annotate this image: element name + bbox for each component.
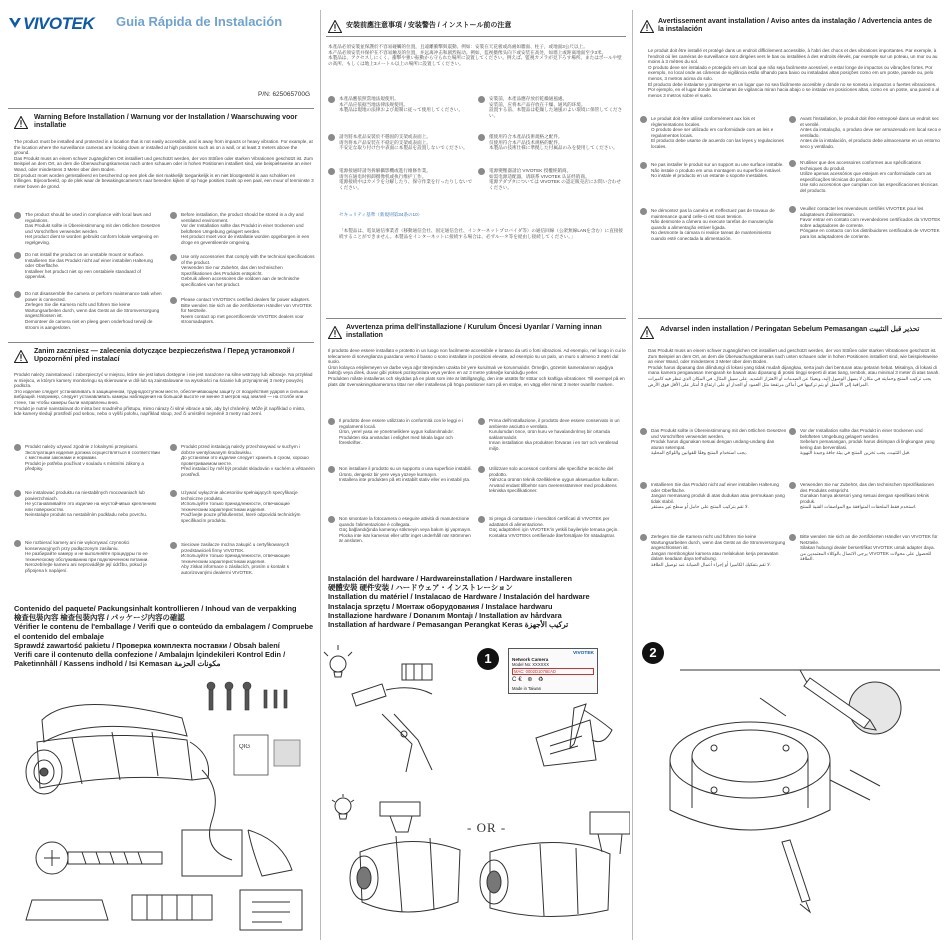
bullet-text: 電源接通時請勿拆解攝影機或進行維修作業。 请勿在通电时拆卸摄像机或执行维护工作。 電源接続中はカメラを分解したり、保守作業を行ったりしないでください。 <box>339 168 473 190</box>
bullet-text: Non smontare la fotocamera o eseguire attività di manutenzione quando l'alimentazione è collegata. Güç bağlandığında kamerayı sökmeyin veya bakım işi yapmayın. Plocka inte isär kameran eller utför inget underhåll när strömmen är ansluten. <box>339 516 472 544</box>
package-contents-illustration <box>12 680 316 945</box>
bullet-dot <box>328 418 335 425</box>
divider <box>638 318 942 319</box>
bullet-text: Sieciowe zasilacze można zakupić u certyfikowanych przedstawicieli firmy VIVOTEK. Используйте только принадлежности, отвечающие техническим характеристикам изделия. Aby získat informace o zásilacích, prosím o kontakt s autorizovanými dealermi VIVOTEK. <box>181 542 290 575</box>
bullet-dot <box>170 444 177 451</box>
bullet-dot <box>14 444 21 451</box>
bullet-text: 電源變壓器請洽 VIVOTEK 授權經銷商。 如需电源适配器，请联系 VIVOTEK 认证经销商。 電源アダプタについては VIVOTEK の認定販売店にお問い合わせください。 <box>489 168 621 190</box>
bullet-dot <box>328 516 335 523</box>
bullet-dot <box>640 162 647 169</box>
bullet-text: The product should be used in compliance with local laws and regulations. Das Produkt sollte in Übereinstimmung mit den örtlichen Gesetzen und Vorschriften verwendet werden. Het product dient te worden gebruikt conform lokale wetgeving en regelgeving. <box>25 212 161 245</box>
warning-icon <box>14 350 28 363</box>
step-2-badge: 2 <box>642 642 664 664</box>
logo-text: VIVOTEK <box>23 14 95 33</box>
bullet-text: Do not disassemble the camera or perform maintenance task when power is connected. Zerlegen Sie die Kamera nicht und führen Sie keine Wartungsarbeiten durch, wenn das Gerät an die Stromversorgung angeschlossen ist. Demonteer de camera niet en pleeg geen onderhoud terwijl de stroom is aangesloten. <box>25 291 162 330</box>
bullet-dot <box>478 418 485 425</box>
bullet-dot <box>14 212 21 219</box>
divider <box>8 108 314 109</box>
or-separator: - OR - <box>467 820 507 835</box>
vivotek-mark-icon <box>8 14 22 26</box>
bullet-text: Vor der Installation sollte das Produkt in einer trockenen und belüfteten Umgebung gelagert werden. Sebelum pemasangan, produk harus disimpan di lingkungan yang kering dan berventilasi. قبل التثبيت، يجب تخزين المنتج في بيئة جافة وجيدة التهوية. <box>800 428 935 456</box>
bullet-text: Before installation, the product should be stored in a dry and ventilated environment. Vor der Installation sollte das Produkt in einer trockenen und belüfteten Umgebung gelagert werden. Het product moet voor de installatie worden opgeborgen in een droge en geventileerde omgeving. <box>181 212 310 245</box>
bullet-dot <box>640 482 647 489</box>
camera-label-card <box>508 648 598 694</box>
warning-intro: The product must be installed and protected in a location that is not easily accessible, and is away from impacts or heavy vibration. For example, at the location where the surveillance cameras are looking down or installed at high positions such as on a wall, or at least 3 meters above the ground. Das Produkt muss an einem schwer zugänglichen Ort installiert und geschützt werden, der von Stößen oder starken Vibrationen geschützt ist. Zum Beispiel an dem Ort, an dem die Überwachungskameras nach unten schauen oder in hohen Positionen installiert sind, wie beispielsweise an einer Wand, oder mindestens 3 Meter über dem Boden. Dit product moet worden geïnstalleerd en beschermd op een plek die niet makkelijk toegankelijk is en niet blootgesteld is aan schokken en trillingen. Bijvoorbeeld, op de plek waar de bewakingscamera's naar beneden kijken of op hoge posities zoals op een paal, een muur of tenminste 3 meter boven de grond. <box>14 139 314 189</box>
warning-intro-cjk: 本產品必須安裝並保護於不容易碰觸的位置，且遠離衝擊與震動。例如：安裝在天花板或高處如牆面、柱子，或地面3公尺以上。 本产品必须安装并保护在不容易触及的位置，并远离冲击和剧烈振动。例如，监视摄像头向下或安装在高处，如墙上或距离地面至少3米。 本製品は、アクセスしにくく、衝撃や強い振動から守られた場所に設置してください。例えば、監視カメラが見下ろす場所、またはポールや壁の高所、もしくは地上3メートル以上の場所に設置してください。 <box>328 44 622 66</box>
bullet-dot <box>789 428 796 435</box>
warning-heading-cjk: 安裝前應注意事項 / 安装警告 / インストール前の注意 <box>346 22 512 29</box>
warning-intro-fr: Le produit doit être installé et protégé dans un endroit difficilement accessible, à l'abri des chocs et des vibrations importantes. Par exemple, à l'endroit où les caméras de surveillance sont dirigées vers le bas ou installées à des endroits élevés, par exemple sur un poteau, un mur ou au moins à 3 mètres du sol. O produto deve ser instalado e protegido em um local que não seja facilmente acessível, e estar longe de impactos ou vibrações fortes. Por exemplo, no local onde as câmeras de vigilância estão olhando para baixo ou instaladas altas posições como em um poste, parede ou, pelo menos, 3 metros acima do solo. El producto debe instalarse y protegerse en un lugar que no sea fácilmente accesible y donde no se someta a impactos o fuertes vibraciones. Por ejemplo, en el lugar donde las cámaras de vigilancia miran hacia abajo o se instalan en posiciones altas, como en un poste, una pared o al menos 3 metros sobre el suelo. <box>648 48 940 98</box>
bullet-dot <box>478 134 485 141</box>
bullet-text: Il prodotto deve essere utilizzato in conformità con le leggi e i regolamenti locali. Ürün, yerel yasa ve yönetmeliklere uygun kullanılmalıdır. Produkten ska användas i enlighet med lokala lagar och föreskrifter. <box>339 418 464 446</box>
bullet-dot <box>789 534 796 541</box>
install-heading-line: Installation du matériel / Instalacao de Hardware / Instalación del hardware <box>328 592 590 602</box>
bullet-text: 請勿將本產品安裝於不穩固的支架或表面上。 请勿将本产品安装在不稳定的支架或表面上。 不安定な取り付け台や表面に本製品を設置しないでください。 <box>339 134 468 151</box>
bullet-dot <box>640 534 647 541</box>
bullet-text: Si prega di contattare i rivenditori certificati di VIVOTEK per adattatori di alimentazione. Güç adaptörleri için VIVOTEK'in yetkili bayileriyle temasa geçin. Kontakta VIVOTEKs certifierade återförsäljare för nätadaptrar. <box>489 516 619 538</box>
install-heading-line: 硬體安裝 硬件安装 / ハードウェア・インストレーション <box>328 583 513 593</box>
step-1-badge: 1 <box>477 648 499 670</box>
bullet-dot <box>170 490 177 497</box>
bullet-dot <box>789 482 796 489</box>
bullet-dot <box>170 212 177 219</box>
bullet-dot <box>478 96 485 103</box>
label-model: Model No: XXXXXX <box>512 662 550 668</box>
bullet-text: Le produit doit être utilisé conformément aux lois et règlementations locales. O produto deve ser utilizado em conformidade com as leis e regulamentos locais. El producto debe usarse de acuerdo con las leyes y regulaciones locales. <box>651 116 784 149</box>
warning-heading-pl: Zanim zaczniesz — zalecenia dotyczące bezpieczeństwa / Перед установкой / Upozornění před instalací <box>34 348 295 364</box>
warning-heading-id: Advarsel inden installation / Peringatan Sebelum Pemasangan تحذير قبل التثبيت <box>660 326 920 333</box>
divider <box>326 318 626 319</box>
divider <box>8 342 314 343</box>
install-heading-line: Instalación del hardware / Hardwareinstallation / Hardware installeren <box>328 574 572 583</box>
column-divider <box>632 10 633 940</box>
bullet-dot <box>170 297 177 304</box>
warning-intro-pl: Produkt należy zainstalować i zabezpieczyć w miejscu, które nie jest łatwo dostępne i nie jest narażone na silne wstrząsy lub wibracje. Na przykład w miejscu, w którym kamery monitoringu są skierowane w dół lub są zainstalowane na wysokości na ścianie lub przynajmniej 3 metry powyżej podłoża. Это изделие следует устанавливать в защищенном, труднодоступном месте, обеспечивающем защиту от воздействия ударов и сильных вибраций. Например, следует устанавливать камеры наблюдения на большой высоте не менее 3 метров над землей — на столбе или стене, так чтобы камеры были направлены вниз. Produkt je nutné nainstalovat do místa bez snadného přístupu, mimo nárazy či silné vibrace a tak, aby byl chráněný. Může jít například o místo, kde kamery sledují prostředí pod sebou, nebo o vyšší polohu, například sloup, zeď či umístění nejméně 3 metry nad zemí. <box>14 372 313 417</box>
bullet-text: Verwenden Sie nur Zubehör, das den technischen Spezifikationen des Produkts entspricht. Gunakan hanya aksesori yang sesuai dengan spesifikasi teknis produk. استخدم فقط الملحقات المتوافقة مع المواصفات الفنية للمنتج. <box>800 482 935 510</box>
bullet-text: N'utiliser que des accessoires conformes aux spécifications techniques du produit. Utilize apenas acessórios que estejam em conformidade com as especificações técnicas do produto. Use solo accesorios que cumplan con las especificaciones técnicas del producto. <box>800 160 938 193</box>
bullet-dot <box>14 252 21 259</box>
install-heading-line: Instalacja sprzętu / Монтаж оборудования / Instalace hardwaru <box>328 601 553 611</box>
bullet-text: Avant l'installation, le produit doit être entreposé dans un endroit sec et ventilé. Antes da instalação, o produto deve ser armazenado em local seco e ventilado. Antes de la instalación, el producto debe almacenarse en un entorno seco y ventilado. <box>800 116 941 149</box>
warning-heading: Warning Before Installation / Warnung vor der Installation / Waarschuwing voor installatie <box>34 114 298 130</box>
warning-icon <box>640 326 654 339</box>
label-made: Made in Taiwan <box>512 686 542 691</box>
bullet-dot <box>789 206 796 213</box>
bullet-dot <box>478 516 485 523</box>
pencil-hand-illustration <box>530 700 620 770</box>
warning-icon <box>328 20 342 33</box>
camera-mounts-illustration <box>340 792 630 942</box>
jp-network-notice: 「本製品は、電気通信事業者（移動通信会社、固定通信会社、インターネットプロバイダ等）の通信回線（公衆無線LANを含む）に直接接続することができません。本製品をインターネットに接続する場合は、必ずルータ等を経由し接続してください。」 <box>339 228 624 239</box>
bullet-text: Bitte wenden Sie sich an die zertifizierten Händler von VIVOTEK für Netzteile. Silakan hubungi dealer bersertifikat VIVOTEK untuk adapter daya. يرجى الاتصال بالوكلاء المعتمدين من VIVOTEK للحصول على محولات الطاقة. <box>800 534 938 562</box>
warning-icon <box>640 20 654 33</box>
warning-icon <box>328 326 342 339</box>
label-mac: MAC: 0002D1076EAD <box>512 668 594 675</box>
bullet-dot <box>14 291 21 298</box>
install-heading-line: Installation af hardware / Pemasangan Perangkat Keras تركيب الأجهزة <box>328 619 569 629</box>
bullet-dot <box>328 168 335 175</box>
bullet-text: Das Produkt sollte in Übereinstimmung mit den örtlichen Gesetzen und Vorschriften verwendet werden. Produk harus digunakan sesuai dengan undang-undang dan aturan setempat. يجب استخدام المنتج وفقًا للقوانين واللوائح المحلية. <box>651 428 787 456</box>
warning-intro-it: Il prodotto deve essere installato e protetto in un luogo non facilmente accessibile e lontano da urti o forti vibrazioni. Ad esempio, nel luogo in cui le telecamere di sorveglianza guardano verso il basso o sono installate in posizioni elevate, ad esempio su un palo, un muro o almeno 3 metri dal suolo. Ürün kolayca erişilemeyen ve darbe veya ağır titreşimden uzakta bir yere kurulmalı ve korunmalıdır. Örneğin, gözetim kameralarının aşağıya baktığı veya direk, duvar gibi yüksek pozisyonlara veya yerden en az 3 metre yükseğe kurulduğu yerler. Produkten måste installeras och skyddas på en plats som inte är lättillgänglig, den inte utsätts för stötar och kraftiga vibrationer. Till exempel på en plats där övervakningskamerorna tittar ner eller installeras på höga positioner som på en stolpe, en vägg eller minst 3 meter ovanför marken. <box>328 348 626 387</box>
bullet-dot <box>789 160 796 167</box>
bullet-text: Produkt przed instalacją należy przechowywać w suchym i dobrze wentylowanym środowisku. До установки это изделие следует хранить в сухом, хорошо проветриваемом месте. Před instalací by měl být produkt skladován v suchém a větraném prostředí. <box>181 444 315 477</box>
warning-intro-id: Das Produkt muss an einem schwer zugänglichen Ort installiert und geschützt werden, der von Stößen oder starken Vibrationen geschützt ist. Zum Beispiel an dem Ort, an dem die Überwachungskameras nach unten schauen oder in hohen Positionen installiert sind, wie beispielsweise an einer Wand, oder mindestens 3 Meter über dem Boden. Produk harus dipasang dan dilindungi di lokasi yang tidak mudah dijangkau, serta jauh dari benturan atau getaran hebat. Misalnya, di lokasi di mana kamera pengawasan mengarah ke bawah atau dipasang di posisi tinggi seperti di atas tiang, tembok, atau minimal 3 meter di atas tanah. يجب تركيب المنتج وحمايته في مكان لا يسهل الوصول إليه، وبعيدًا عن الصدمات أو الاهتزاز الشديد. على سبيل المثال، في المكان الذي تنظر فيه كاميرات المراقبة إلى الأسفل أو يتم تركيبها في أماكن مرتفعة مثل العمود أو الجدار أو على ارتفاع 3 أمتار على الأقل فوق الأرض. <box>648 348 940 387</box>
package-heading-line: Contenido del paquete/ Packungsinhalt kontrollieren / Inhoud van de verpakking <box>14 604 297 613</box>
security-standard-link[interactable]: セキュリティ基準（新規則第34条の10） <box>339 212 423 217</box>
install-heading-line: Installazione hardware / Donanım Montajı / Installation av hårdvara <box>328 610 562 620</box>
bullet-dot <box>170 542 177 549</box>
bullet-dot <box>478 466 485 473</box>
bullet-text: Ne démontez pas la caméra et n'effectuez pas de travaux de maintenance quand celle-ci est sous tension. Não desmonte a câmera ou execute tarefas de manutenção quando a alimentação estiver ligada. No desmonte la cámara ni realice tareas de mantenimiento cuando esté conectada la alimentación. <box>651 208 775 241</box>
guide-title: Guia Rápida de Instalación <box>116 14 283 29</box>
bullet-dot <box>14 490 21 497</box>
bullet-text: Utilizzare solo accessori conformi alle specifiche tecniche del prodotto. Yalnızca ürünün teknik özelliklerine uygun aksesuarları kullanın. Använd endast tillbehör som överensstämmer med produktens tekniska specifikationer. <box>489 466 619 494</box>
bullet-text: Nie rozbierać kamery ani nie wykonywać czynności konserwacyjnych przy podłączonym zasilaniu. Не разбирайте камеру и не выполняйте процедуры по ее техническому обслуживанию при подключенном питании. Nerozebírejte kameru ani neprovádějte její údržbu, pokud je připojena k napájení. <box>25 540 149 573</box>
package-heading-line: 檢查包裝內容 檢查包裝內容 / パッケージ内容の確認 <box>14 613 185 623</box>
bullet-text: Installieren Sie das Produkt nicht auf einer instabilen Halterung oder Oberfläche. Jangan memasang produk di atas dudukan atau permukaan yang tidak stabil. لا تقم بتركيب المنتج على حامل أو سطح غير مستقر. <box>651 482 785 510</box>
bullet-text: 僅使用符合本產品技術規格之配件。 仅使用符合本产品技术规格的配件。 本製品の技術仕様に準拠した付属品のみを使用してください。 <box>489 134 618 151</box>
tools-illustration <box>322 644 472 774</box>
package-heading <box>14 604 316 668</box>
bullet-dot <box>478 168 485 175</box>
bullet-dot <box>328 466 335 473</box>
package-heading-line: Verifi care il contenuto della confezione / Ambalajın İçindekileri Kontrol Edin / Paketinnhåll / Kassens indhold / Isi Kemasan مكونات الحزمة <box>14 649 286 669</box>
part-number: P/N: 625065700G <box>258 91 311 98</box>
bullet-text: Zerlegen Sie die Kamera nicht und führen Sie keine Wartungsarbeiten durch, wenn das Gerät an die Stromversorgung angeschlossen ist. Jangan membongkar kamera atau melakukan kerja perawatan dalam keadaan daya terhubung. لا تقم بتفكيك الكاميرا أو إجراء أعمال الصيانة عند توصيل الطاقة. <box>651 534 786 567</box>
label-title: Network Camera <box>512 656 549 662</box>
bullet-dot <box>328 134 335 141</box>
warning-icon <box>14 116 28 129</box>
package-heading-line: Vérifier le contenu de l'emballage / Verifi que o conteúdo da embalagem / Compruebe el contenido del embalaje <box>14 622 314 641</box>
bullet-text: 安裝前，本產品應存放於乾燥通風處。 安装前，应将本产品存放在干燥、通风的环境。 設置する前、本製品は乾燥した通風のよい環境に保管してください。 <box>489 96 623 118</box>
bullet-dot <box>14 540 21 547</box>
bullet-text: Do not install the product on an unstable mount or surface. Installieren Sie das Produkt nicht auf einer instabilen Halterung oder Oberfläche. Installeer het product niet op een onstabiele standaard of oppervlak. <box>25 252 153 280</box>
bullet-dot <box>640 428 647 435</box>
warning-heading-it: Avvertenza prima dell'installazione / Kurulum Öncesi Uyarılar / Varning innan installation <box>346 324 602 340</box>
bullet-text: Ne pas installer le produit sur un support ou une surface instable. Não instale o produto em uma montagem ou superfície instável. No instale el producto en un estante o soporte inestables. <box>651 162 784 179</box>
bullet-dot <box>640 208 647 215</box>
bullet-text: Non installare il prodotto su un supporto o una superficie instabili. Ürünü, dengesiz bir yere veya yüzeye kurmayın. Installera inte produkten på ett instabilt stativ eller en instabil yta. <box>339 466 472 483</box>
bullet-dot <box>640 116 647 123</box>
bullet-text: Produkt należy używać zgodnie z lokalnymi przepisami. Эксплуатация изделия должна осуществляться в соответствии с местными законами и нормами. Produkt je potřeba používat v souladu s místními zákony a předpisy. <box>25 444 160 472</box>
bullet-text: 本產品應依照當地法規使用。 本产品应依据当地法律法规使用。 本製品は現地の法律および規制に従って使用してください。 <box>339 96 464 113</box>
bullet-dot <box>328 96 335 103</box>
package-heading-line: Sprawdź zawartość pakietu / Проверка комплекта поставки / Obsah balení <box>14 640 280 650</box>
bullet-dot <box>170 254 177 261</box>
bullet-text: Nie instalować produktu na niestabilnych mocowaniach lub powierzchniach. Не устанавливайте это изделие на неустойчивых креплениях или поверхностях. Neinstalujte produkt na nestabilním podkladu nebo povrchu. <box>25 490 157 518</box>
label-brand: VIVOTEK <box>572 651 594 656</box>
bullet-text: Please contact VIVOTEK's certified dealers for power adapters. Bitte wenden Sie sich an die zertifizierten Händler von VIVOTEK für Netzteile. Neem contact op met gecertificeerde VIVOTEK dealers voor stroomadapters. <box>181 297 312 325</box>
hardware-installation-heading <box>328 574 628 629</box>
bullet-dot <box>789 116 796 123</box>
bullet-text: Veuillez contacter les revendeurs certifiés VIVOTEK pour les adaptateurs d'alimentation. Favor entrar em contato com revendedores certificados da VIVOTEK sobre adaptadores de corrente. Póngase en contacto con los distribuidores certificados de VIVOTEK para los adaptadores de corriente. <box>800 206 941 239</box>
bullet-text: Używać wyłącznie akcesoriów spełniających specyfikacje techniczne produktu. Используйте только принадлежности, отвечающие техническим характеристикам изделия. Používejte pouze příslušenství, které odpovídá technickým specifikacím produktu. <box>181 490 301 523</box>
column-divider <box>320 10 321 940</box>
warning-heading-fr: Avertissement avant installation / Aviso antes da instalação / Advertencia antes de la instalación <box>658 18 933 34</box>
qig-label: QIG <box>239 744 251 750</box>
logo <box>8 14 94 35</box>
bullet-text: Use only accessories that comply with the technical specifications of the product. Verwenden Sie nur Zubehör, das den technischen Spezifikationen des Produkts entspricht. Gebruik alleen accessoires die voldoen aan de technische specificaties van het product. <box>181 254 315 287</box>
bullet-text: Prima dell'installazione, il prodotto deve essere conservato in un ambiente asciutto e ventilato. Kurulumdan önce, ürün kuru ve havalandırılmış bir ortamda saklanmalıdır. Innan installation ska produkten förvaras i en torr och ventilerad miljö. <box>489 418 620 451</box>
divider <box>326 36 626 37</box>
label-cert-icons: C€ ⊛ ♻ <box>512 676 546 683</box>
step-2-mounting-illustration <box>640 640 945 940</box>
